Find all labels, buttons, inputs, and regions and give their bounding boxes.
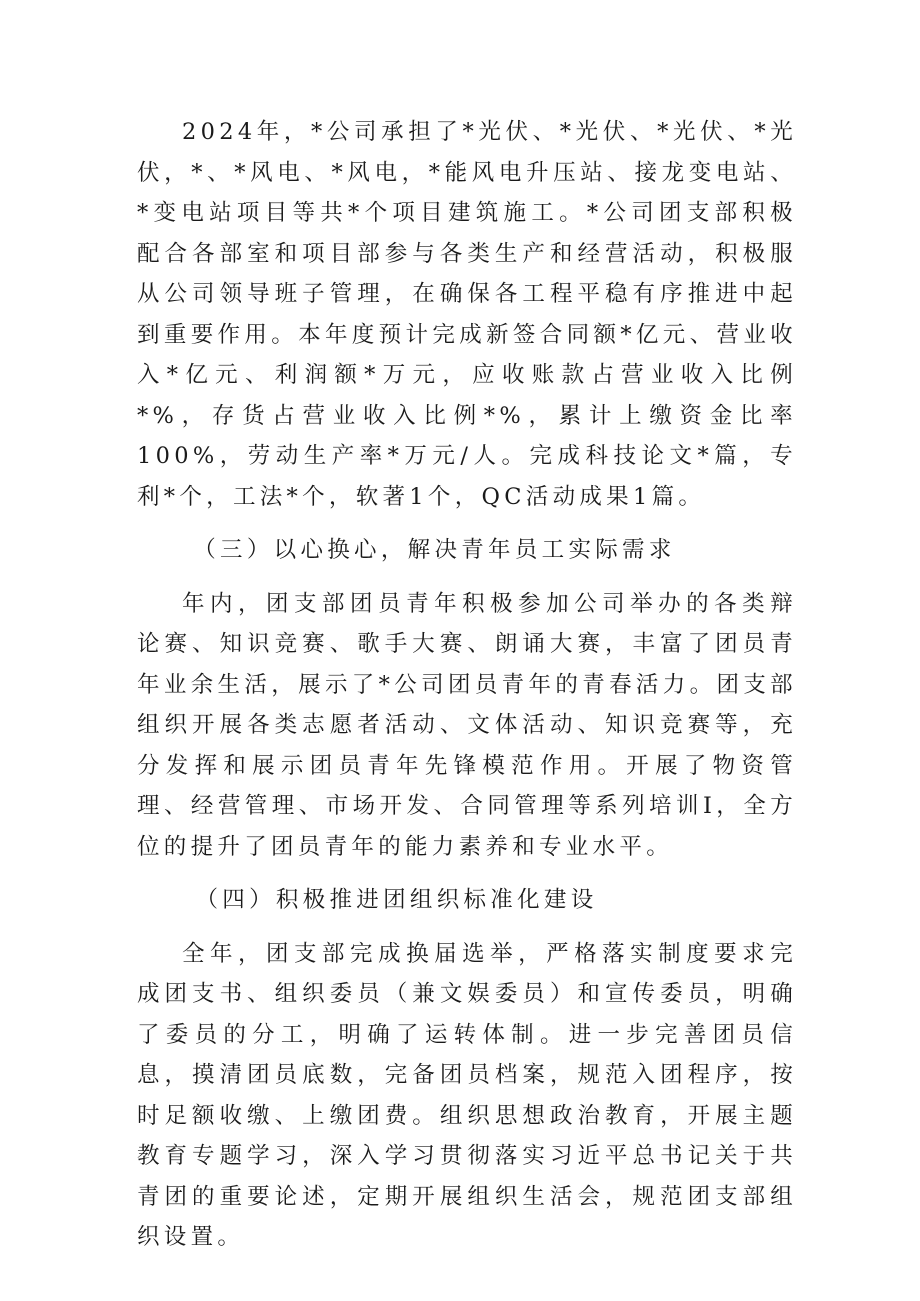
paragraph-youth-activities: 年内，团支部团员青年积极参加公司举办的各类辩论赛、知识竞赛、歌手大赛、朗诵大赛，丰富了团员青年业余生活，展示了*公司团员青年的青春活力。团支部组织开展各类志愿者活动、文体活动、知识竞赛等，充分发挥和展示团员青年先锋模范作用。开展了物资管理、经营管理、市场开发、合同管理等系列培训I，全方位的提升了团员青年的能力素养和专业水平。 — [137, 590, 797, 860]
section-heading-4: （四）积极推进团组织标准化建设 — [195, 887, 598, 913]
document-body — [137, 112, 797, 1258]
paragraph-standardization: 全年，团支部完成换届选举，严格落实制度要求完成团支书、组织委员（兼文娱委员）和宣传委员，明确了委员的分工，明确了运转体制。进一步完善团员信息，摸清团员底数，完备团员档案，规范入团程序，按时足额收缴、上缴团费。组织思想政治教育，开展主题教育专题学习，深入学习贯彻落实习近平总书记关于共青团的重要论述，定期开展组织生活会，规范团支部组织设置。 — [137, 940, 797, 1250]
paragraph-project-summary: 2024年，*公司承担了*光伏、*光伏、*光伏、*光伏，*、*风电、*风电，*能风电升压站、接龙变电站、*变电站项目等共*个项目建筑施工。*公司团支部积极配合各部室和项目部参与各类生产和经营活动，积极服从公司领导班子管理，在确保各工程平稳有序推进中起到重要作用。本年度预计完成新签合同额*亿元、营业收入*亿元、利润额*万元，应收账款占营业收入比例*%，存货占营业收入比例*%，累计上缴资金比率100%，劳动生产率*万元/人。完成科技论文*篇，专利*个，工法*个，软著1个，QC活动成果1篇。 — [137, 119, 797, 510]
section-heading-3: （三）以心换心，解决青年员工实际需求 — [193, 537, 676, 563]
